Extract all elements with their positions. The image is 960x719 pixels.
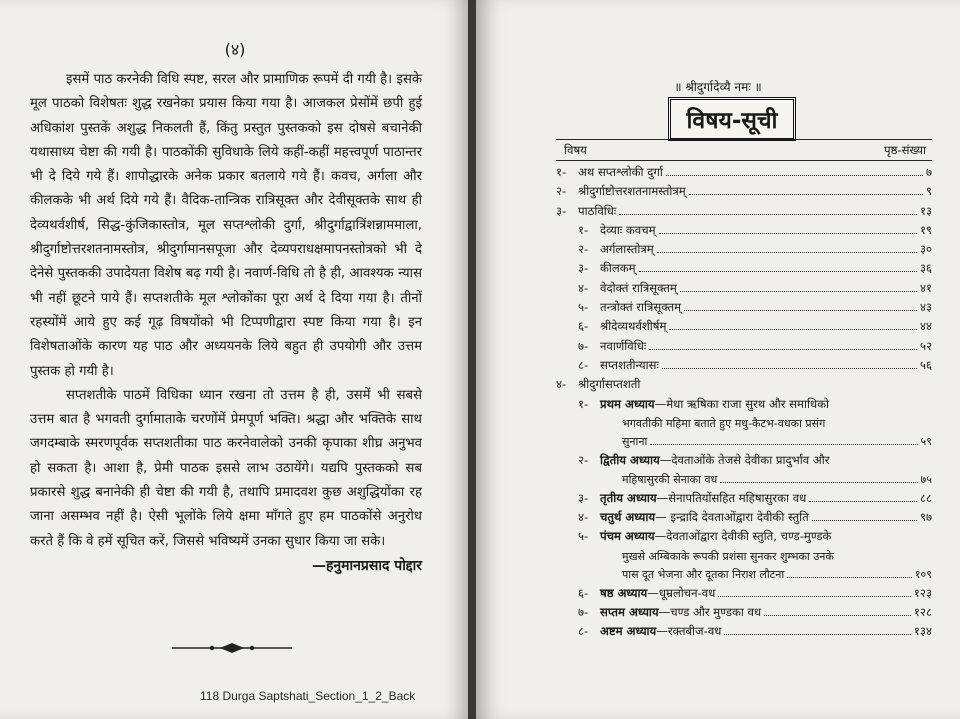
preface-text: [30, 68, 422, 578]
toc-entry[interactable]: २- श्रीदुर्गाष्टोत्तरशतनामस्तोत्रम् ९: [556, 184, 932, 199]
table-of-contents: [556, 139, 932, 643]
toc-title: विषय-सूची: [668, 97, 796, 141]
page-number: (४): [224, 40, 246, 59]
toc-subentry[interactable]: २- अर्गलास्तोत्रम् ३०: [578, 242, 932, 257]
signature: —हनुमानप्रसाद पोद्दार: [311, 557, 422, 574]
toc-subentry[interactable]: ७- नवार्णविधिः ५२: [578, 338, 932, 353]
left-page: [0, 0, 470, 719]
chapter-entry[interactable]: २- द्वितीय अध्याय —देवताओंके तेजसे देवीका प्रादुर्भाव और महिषासुरकी सेनाका वध ७५: [578, 452, 932, 487]
chapter-entry[interactable]: ५- पंचम अध्याय —देवताओंद्वारा देवीकी स्तुति, चण्ड-मुण्डके मुखसे अम्बिकाके रूपकी प्रशंसा सुनकर शुम्भका उनके पास दूत भेजना और दूतका निराश लौटना १०९: [578, 529, 932, 582]
paragraph: सप्तशतीके पाठमें विधिका ध्यान रखना तो उत्तम है ही, उसमें भी सबसे उत्तम बात है भगवती दुर्गामाताके चरणोंमें प्रेमपूर्ण भक्ति। श्रद्धा और भक्तिके साथ जगदम्बाके स्मरणपूर्वक सप्तशतीका पाठ करनेवालेको उनकी कृपाका शीघ्र अनुभव हो सकता है। आशा है, प्रेमी पाठक इससे लाभ उठायेंगे। यद्यपि पुस्तकको सब प्रकारसे शुद्ध बनानेकी ही चेष्टा की गयी है, तथापि प्रमादवश कुछ अशुद्धियोंका रह जाना असम्भव नहीं है। ऐसी भूलोंके लिये क्षमा माँगते हुए हम पाठकोंसे अनुरोध करते हैं कि वे हमें सूचित करें, जिससे भविष्यमें उनका सुधार किया जा सके।: [30, 387, 422, 549]
toc-subentry[interactable]: ४- वेदोक्तं रात्रिसूक्तम् ४१: [578, 280, 932, 295]
right-page: [476, 0, 960, 719]
toc-subentry[interactable]: ८- सप्तशतीन्यासः ५६: [578, 357, 932, 372]
chapter-entry[interactable]: ४- चतुर्थ अध्याय — इन्द्रादि देवताओंद्वारा देवीकी स्तुति ९७: [578, 509, 932, 524]
ornament-divider: [172, 642, 292, 654]
toc-section-heading[interactable]: ४- श्रीदुर्गासप्तशती: [556, 377, 641, 392]
toc-subentry[interactable]: ६- श्रीदेव्यथर्वशीर्षम् ४४: [578, 319, 932, 334]
paragraph: इसमें पाठ करनेकी विधि स्पष्ट, सरल और प्रामाणिक रूपमें दी गयी है। इसके मूल पाठको विशेषतः शुद्ध रखनेका प्रयास किया गया है। आजकल प्रेसोंमें छपी हुई अधिकांश पुस्तकें अशुद्ध निकलती हैं, किंतु प्रस्तुत पुस्तकको इस दोषसे बचानेकी यथासाध्य चेष्टा की गयी है। पाठकोंकी सुविधाके लिये कहीं-कहीं महत्त्वपूर्ण पाठान्तर भी दे दिये गये हैं। शापोद्धारके अनेक प्रकार बतलाये गये हैं। कवच, अर्गला और कीलकके भी अर्थ दिये गये हैं। वैदिक-तान्त्रिक रात्रिसूक्त और देवीसूक्तके साथ ही देव्यथर्वशीर्ष, सिद्ध-कुंजिकास्तोत्र, मूल सप्तश्लोकी दुर्गा, श्रीदुर्गाद्वात्रिंशन्नाममाला, श्रीदुर्गाष्टोत्तरशतनामस्तोत्र, श्रीदुर्गामानसपूजा और देव्यपराधक्षमापनस्तोत्रको भी दे देनेसे पुस्तककी उपादेयता विशेष बढ़ गयी है। नवार्ण-विधि तो है ही, आवश्यक न्यास भी नहीं छूटने पाये हैं। सप्तशतीके मूल श्लोकोंका पूरा अर्थ दे दिया गया है। तीनों रहस्योंमें आये हुए कई गूढ़ विषयोंको भी टिप्पणीद्वारा स्पष्ट किया गया है। इन विशेषताओंके कारण यह पाठ और अध्ययनके लिये बहुत ही उपयोगी और उत्तम पुस्तक हो गयी है।: [30, 72, 422, 379]
toc-entry[interactable]: १- अथ सप्तश्लोकी दुर्गा ७: [556, 165, 932, 179]
chapter-entry[interactable]: १- प्रथम अध्याय —मेधा ऋषिका राजा सुरथ और समाधिको भगवतीकी महिमा बताते हुए मधु-कैटभ-वधका प्रसंग सुनाना ५९: [578, 396, 932, 449]
toc-subentry[interactable]: ५- तन्त्रोक्तं रात्रिसूक्तम् ४३: [578, 300, 932, 315]
toc-entry[interactable]: ३- पाठविधिः १३: [556, 203, 932, 218]
subject-header: विषय: [564, 143, 587, 157]
invocation: ॥ श्रीदुर्गादेव्यै नमः ॥: [674, 80, 762, 94]
toc-header: [556, 139, 932, 161]
scan-footer: 118 Durga Saptshati_Section_1_2_Back: [200, 689, 416, 703]
page-header: पृष्ठ-संख्या: [884, 143, 926, 157]
chapter-entry[interactable]: ७- सप्तम अध्याय —चण्ड और मुण्डका वध १२८: [578, 604, 932, 619]
toc-subentry[interactable]: १- देव्याः कवचम् १९: [578, 222, 932, 237]
chapter-entry[interactable]: ३- तृतीय अध्याय —सेनापतियोंसहित महिषासुरका वध ८८: [578, 490, 932, 505]
chapter-entry[interactable]: ८- अष्टम अध्याय —रक्तबीज-वध १३४: [578, 624, 932, 639]
toc-subentry[interactable]: ३- कीलकम् ३६: [578, 261, 932, 276]
chapter-entry[interactable]: ६- षष्ठ अध्याय —धूम्रलोचन-वध १२३: [578, 585, 932, 600]
